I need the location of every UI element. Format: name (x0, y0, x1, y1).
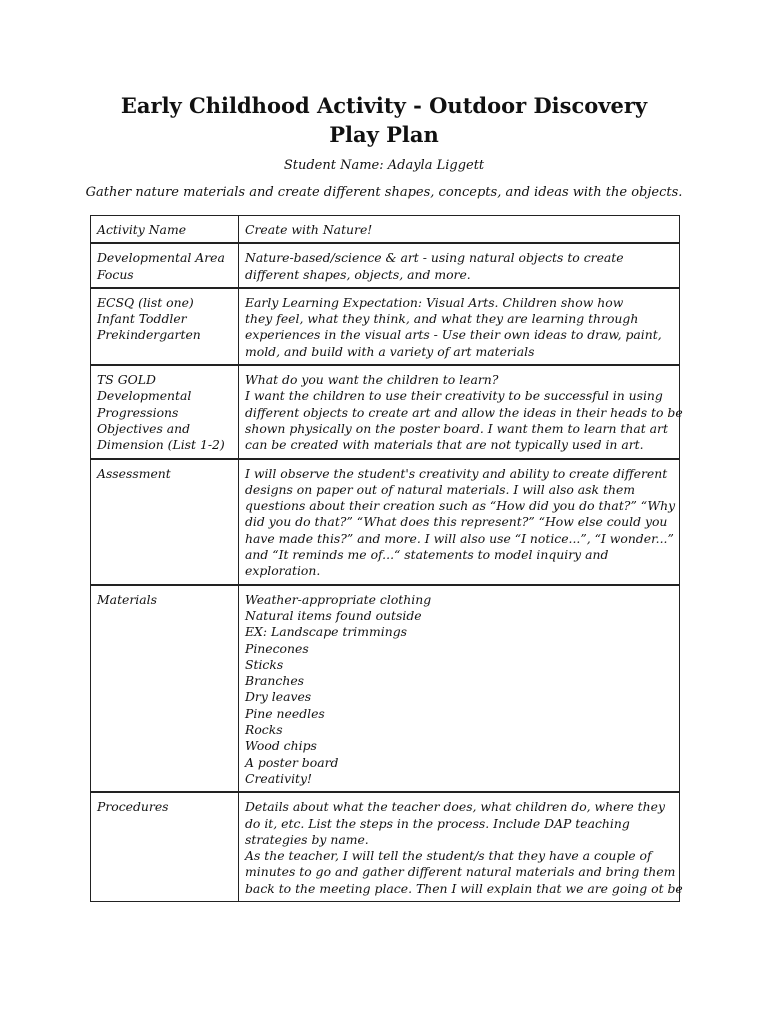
row-content-line: exploration. (245, 563, 321, 579)
row-content-cell (239, 216, 680, 244)
row-content-line: can be created with materials that are not typically used in art. (245, 437, 644, 453)
row-content-line: Early Learning Expectation: Visual Arts. Children show how (245, 294, 624, 310)
table-row (91, 216, 680, 244)
row-content-line: What do you want the children to learn? (245, 372, 499, 388)
row-label-cell (91, 288, 239, 365)
row-content-line: designs on paper out of natural materials. I will also ask them (245, 481, 636, 497)
row-label-line: Objectives and (97, 420, 191, 436)
title-line: Play Plan (329, 122, 439, 147)
row-content-cell (239, 792, 683, 901)
row-label-cell (91, 216, 239, 244)
row-content-line: Pine needles (245, 705, 325, 721)
table-row (91, 792, 680, 901)
row-content-line: Branches (245, 673, 305, 689)
activity-summary: Gather nature materials and create different shapes, concepts, and ideas with the objects. (85, 185, 683, 200)
row-content-line: Natural items found outside (245, 607, 422, 623)
row-content-line: experiences in the visual arts - Use their own ideas to draw, paint, (245, 327, 662, 343)
row-label-line: Progressions (97, 404, 179, 420)
row-label-line: Infant Toddler (97, 311, 187, 327)
row-content-cell (239, 585, 680, 793)
row-label-cell (91, 459, 239, 585)
row-content-line: do it, etc. List the steps in the process. Include DAP teaching (245, 815, 630, 831)
row-content-line: Sticks (245, 656, 284, 672)
row-label-line: Prekindergarten (97, 327, 201, 343)
row-content-line: different shapes, objects, and more. (245, 266, 471, 282)
row-content-line: did you do that?” “What does this represent?” “How else could you (245, 514, 668, 530)
row-content-line: different objects to create art and allow the ideas in their heads to be (245, 404, 683, 420)
row-content-line: Create with Nature! (245, 222, 373, 237)
table-row (91, 243, 680, 288)
row-label-line: Focus (97, 266, 134, 282)
row-content-line: Nature-based/science & art - using natural objects to create (245, 250, 624, 266)
row-content-line: strategies by name. (245, 831, 369, 847)
row-content-line: Pinecones (245, 640, 309, 656)
row-label-line: Assessment (97, 465, 171, 481)
row-label-cell (91, 585, 239, 793)
row-content-line: and “It reminds me of...“ statements to model inquiry and (245, 547, 609, 563)
row-content-line: have made this?” and more. I will also use “I notice...”, “I wonder...” (245, 530, 674, 546)
student-name: Student Name: Adayla Liggett (283, 158, 485, 173)
row-content-line: Weather-appropriate clothing (245, 591, 432, 607)
row-content-line: they feel, what they think, and what they are learning through (245, 311, 639, 327)
row-label-line: ECSQ (list one) (97, 294, 194, 310)
row-content-line: mold, and build with a variety of art materials (245, 343, 535, 359)
table-row (91, 459, 680, 585)
row-content-line: back to the meeting place. Then I will explain that we are going ot be (245, 880, 683, 896)
row-label-line: Activity Name (97, 222, 187, 237)
row-label-line: Developmental (97, 388, 192, 404)
row-content-line: questions about their creation such as “How did you do that?” “Why (245, 498, 676, 514)
row-content-line: Creativity! (245, 770, 312, 786)
row-label-cell (91, 243, 239, 288)
row-content-line: Details about what the teacher does, what children do, where they (245, 799, 665, 815)
row-label-line: TS GOLD (97, 372, 156, 388)
row-content-cell (239, 243, 680, 288)
row-label-cell (91, 365, 239, 458)
row-label-line: Dimension (List 1-2) (97, 437, 225, 453)
row-content-line: I will observe the student's creativity and ability to create different (245, 465, 668, 481)
row-content-line: Wood chips (245, 738, 317, 754)
table-row (91, 585, 680, 793)
row-content-line: As the teacher, I will tell the student/s that they have a couple of (245, 848, 652, 864)
row-content-cell (239, 365, 683, 458)
row-content-line: I want the children to use their creativity to be successful in using (245, 388, 663, 404)
row-label-line: Developmental Area (97, 250, 225, 266)
table-row (91, 365, 680, 458)
row-label-line: Materials (97, 591, 157, 607)
row-content-line: Rocks (245, 722, 283, 738)
row-content-line: Dry leaves (245, 689, 312, 705)
row-content-line: A poster board (245, 754, 339, 770)
row-content-cell (239, 459, 680, 585)
title-line: Early Childhood Activity - Outdoor Discovery (120, 93, 648, 118)
play-plan-table-body (91, 216, 683, 902)
row-content-line: shown physically on the poster board. I want them to learn that art (245, 420, 668, 436)
row-label-cell (91, 792, 239, 901)
page-title (0, 91, 768, 149)
play-plan-table (90, 215, 683, 902)
row-content-line: EX: Landscape trimmings (245, 624, 407, 640)
row-content-cell (239, 288, 680, 365)
row-label-line: Procedures (97, 799, 169, 815)
row-content-line: minutes to go and gather different natural materials and bring them (245, 864, 676, 880)
table-row (91, 288, 680, 365)
